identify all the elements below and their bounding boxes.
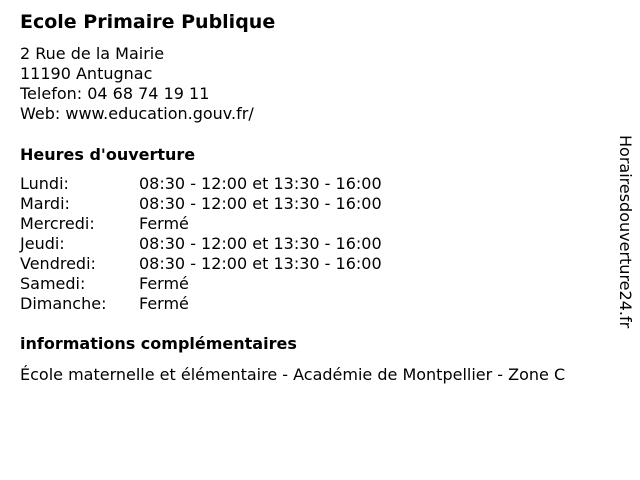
watermark-text: Horairesdouverture24.fr — [616, 135, 635, 329]
additional-info-text: École maternelle et élémentaire - Académie de Montpellier - Zone C — [20, 365, 566, 384]
address-street: 2 Rue de la Mairie — [20, 44, 165, 63]
hours-day: Jeudi: — [20, 234, 65, 253]
hours-day: Mardi: — [20, 194, 70, 213]
additional-info-heading: informations complémentaires — [20, 334, 297, 353]
hours-time: Fermé — [139, 294, 189, 313]
watermark — [612, 135, 638, 347]
hours-time: Fermé — [139, 274, 189, 293]
hours-time: Fermé — [139, 214, 189, 233]
address-city: 11190 Antugnac — [20, 64, 153, 83]
hours-time: 08:30 - 12:00 et 13:30 - 16:00 — [139, 194, 382, 213]
hours-day: Dimanche: — [20, 294, 107, 313]
hours-time: 08:30 - 12:00 et 13:30 - 16:00 — [139, 254, 382, 273]
address-block — [20, 44, 254, 124]
website: Web: www.education.gouv.fr/ — [20, 104, 254, 123]
hours-day: Vendredi: — [20, 254, 96, 273]
hours-time: 08:30 - 12:00 et 13:30 - 16:00 — [139, 234, 382, 253]
business-name: Ecole Primaire Publique — [20, 11, 276, 33]
phone-number: Telefon: 04 68 74 19 11 — [20, 84, 210, 103]
opening-hours-heading: Heures d'ouverture — [20, 145, 196, 164]
hours-day: Mercredi: — [20, 214, 95, 233]
hours-day: Lundi: — [20, 174, 69, 193]
hours-day: Samedi: — [20, 274, 86, 293]
hours-time: 08:30 - 12:00 et 13:30 - 16:00 — [139, 174, 382, 193]
